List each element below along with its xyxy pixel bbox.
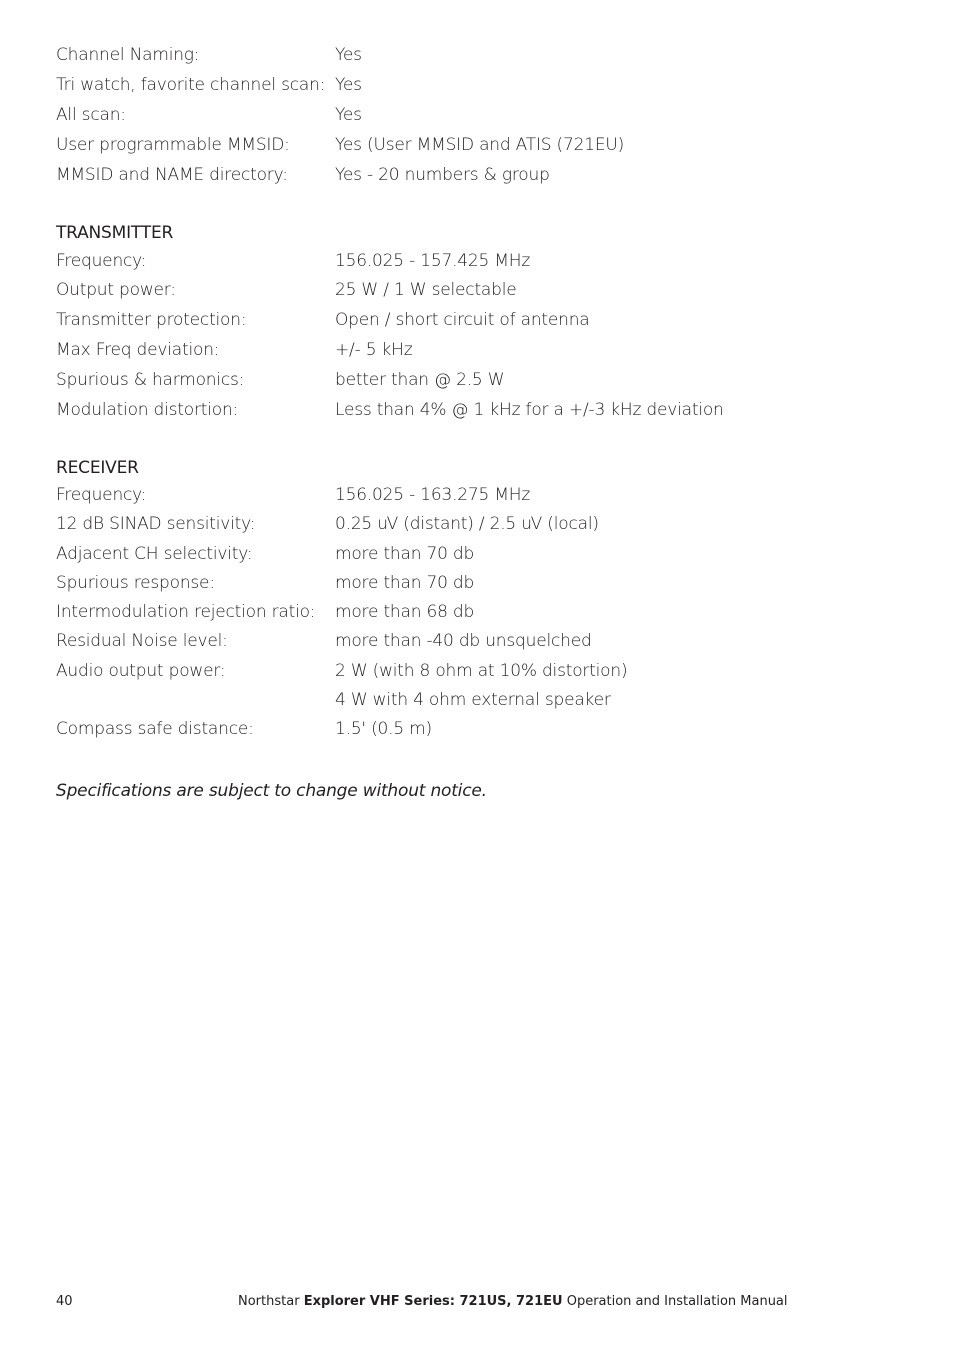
spec-label: All scan: [56, 105, 126, 125]
spec-label: 12 dB SINAD sensitivity: [56, 514, 256, 534]
receiver-heading: RECEIVER [56, 458, 139, 478]
spec-value: Yes - 20 numbers & group [335, 165, 550, 185]
spec-value: 25 W / 1 W selectable [335, 280, 517, 300]
spec-value: Yes [335, 75, 362, 95]
spec-value: 1.5' (0.5 m) [335, 719, 432, 739]
spec-value: more than 70 db [335, 544, 475, 564]
spec-value: more than -40 db unsquelched [335, 631, 592, 651]
spec-label: User programmable MMSID: [56, 135, 290, 155]
spec-label: Residual Noise level: [56, 631, 228, 651]
spec-label: Audio output power: [56, 661, 226, 681]
spec-value: 2 W (with 8 ohm at 10% distortion) [335, 661, 628, 681]
spec-value: 4 W with 4 ohm external speaker [335, 690, 611, 710]
spec-label: Max Freq deviation: [56, 340, 220, 360]
spec-label: MMSID and NAME directory: [56, 165, 288, 185]
spec-label: Intermodulation rejection ratio: [56, 602, 316, 622]
spec-label: Spurious & harmonics: [56, 370, 245, 390]
spec-label: Modulation distortion: [56, 400, 239, 420]
footer-product: Explorer VHF Series: 721US, 721EU [303, 1294, 563, 1309]
spec-value: more than 68 db [335, 602, 475, 622]
transmitter-heading: TRANSMITTER [56, 223, 174, 243]
spec-value: more than 70 db [335, 573, 475, 593]
spec-label: Compass safe distance: [56, 719, 254, 739]
spec-label: Frequency: [56, 485, 147, 505]
footer-brand: Northstar [238, 1294, 300, 1309]
spec-label: Output power: [56, 280, 176, 300]
spec-label: Transmitter protection: [56, 310, 247, 330]
spec-label: Channel Naming: [56, 45, 200, 65]
spec-value: 156.025 - 157.425 MHz [335, 251, 531, 271]
spec-value: 0.25 uV (distant) / 2.5 uV (local) [335, 514, 599, 534]
footer-suffix: Operation and Installation Manual [566, 1294, 788, 1309]
page-number: 40 [56, 1294, 73, 1309]
footer-title [238, 1293, 788, 1311]
spec-value: 156.025 - 163.275 MHz [335, 485, 531, 505]
spec-value: better than @ 2.5 W [335, 370, 505, 390]
spec-label: Adjacent CH selectivity: [56, 544, 253, 564]
spec-value: Yes (User MMSID and ATIS (721EU) [335, 135, 625, 155]
spec-label: Frequency: [56, 251, 147, 271]
spec-label: Spurious response: [56, 573, 215, 593]
spec-value: +/- 5 kHz [335, 340, 413, 360]
disclaimer-note: Specifications are subject to change without notice. [56, 781, 487, 801]
spec-value: Yes [335, 105, 362, 125]
spec-value: Less than 4% @ 1 kHz for a +/-3 kHz deviation [335, 400, 724, 420]
spec-value: Open / short circuit of antenna [335, 310, 590, 330]
spec-label: Tri watch, favorite channel scan: [56, 75, 326, 95]
spec-value: Yes [335, 45, 362, 65]
